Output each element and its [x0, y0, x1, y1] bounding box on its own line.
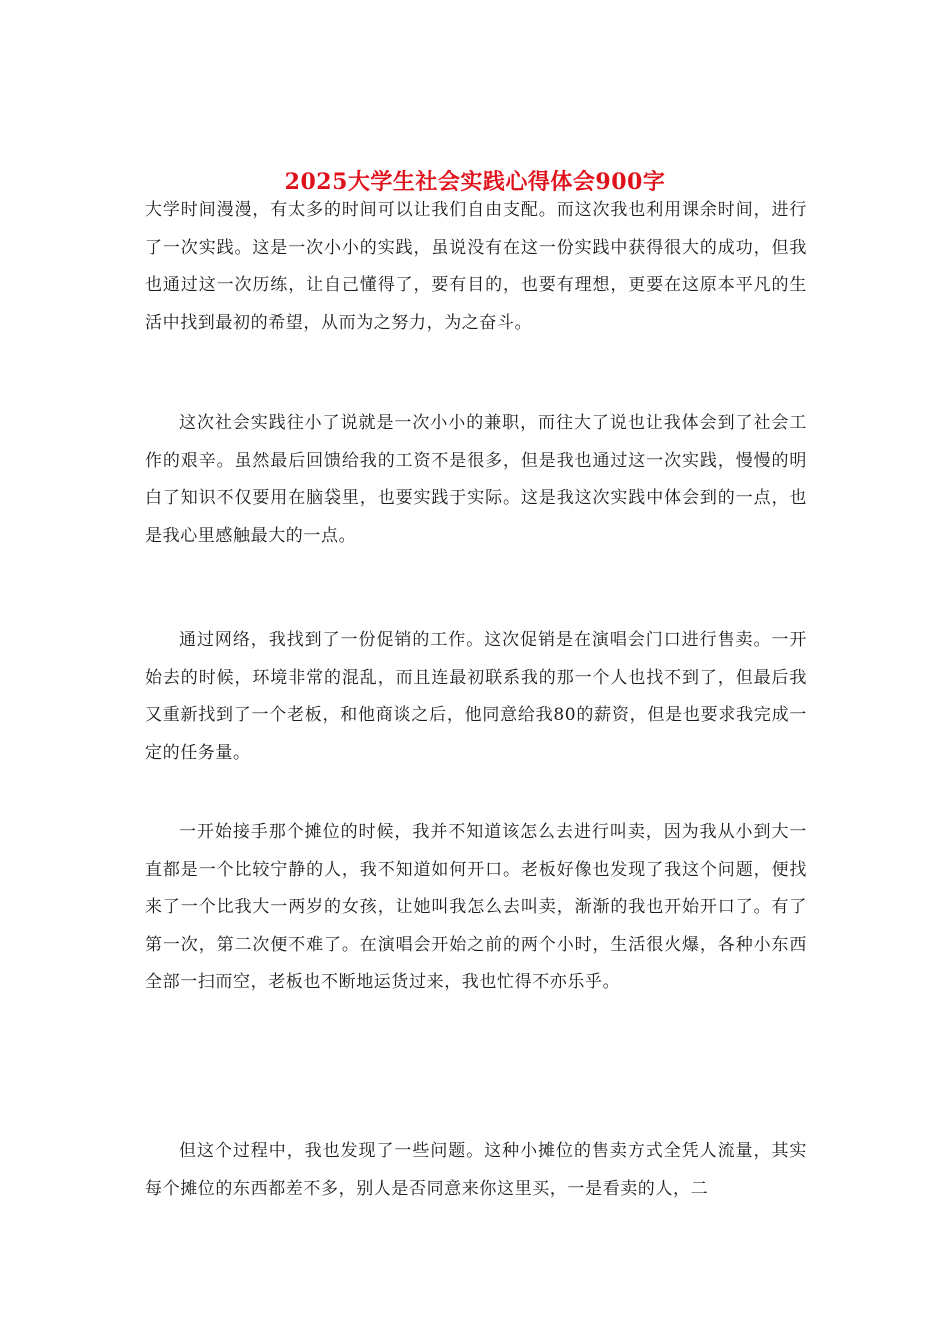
paragraph-1: 大学时间漫漫，有太多的时间可以让我们自由支配。而这次我也利用课余时间，进行了一次实践。这是一次小小的实践，虽说没有在这一份实践中获得很大的成功，但我也通过这一次历练，让自己懂得了，要有目的，也要有理想，更要在这原本平凡的生活中找到最初的希望，从而为之努力，为之奋斗。: [145, 200, 807, 333]
paragraph-4: 一开始接手那个摊位的时候，我并不知道该怎么去进行叫卖，因为我从小到大一直都是一个比较宁静的人，我不知道如何开口。老板好像也发现了我这个问题，便找来了一个比我大一两岁的女孩，让她叫我怎么去叫卖，渐渐的我也开始开口了。有了第一次，第二次便不难了。在演唱会开始之前的两个小时，生活很火爆，各种小东西全部一扫而空，老板也不断地运货过来，我也忙得不亦乐乎。: [145, 822, 807, 992]
paragraph-2: 这次社会实践往小了说就是一次小小的兼职，而往大了说也让我体会到了社会工作的艰辛。虽然最后回馈给我的工资不是很多，但是我也通过这一次实践，慢慢的明白了知识不仅要用在脑袋里，也要实践于实际。这是我这次实践中体会到的一点，也是我心里感触最大的一点。: [145, 413, 807, 546]
paragraph-3: 通过网络，我找到了一份促销的工作。这次促销是在演唱会门口进行售卖。一开始去的时候，环境非常的混乱，而且连最初联系我的那一个人也找不到了，但最后我又重新找到了一个老板，和他商谈之后，他同意给我80的薪资，但是也要求我完成一定的任务量。: [145, 630, 807, 763]
document-title: 2025大学生社会实践心得体会900字: [284, 168, 666, 195]
paragraph-5: 但这个过程中，我也发现了一些问题。这种小摊位的售卖方式全凭人流量，其实每个摊位的东西都差不多，别人是否同意来你这里买，一是看卖的人，二: [145, 1141, 807, 1199]
